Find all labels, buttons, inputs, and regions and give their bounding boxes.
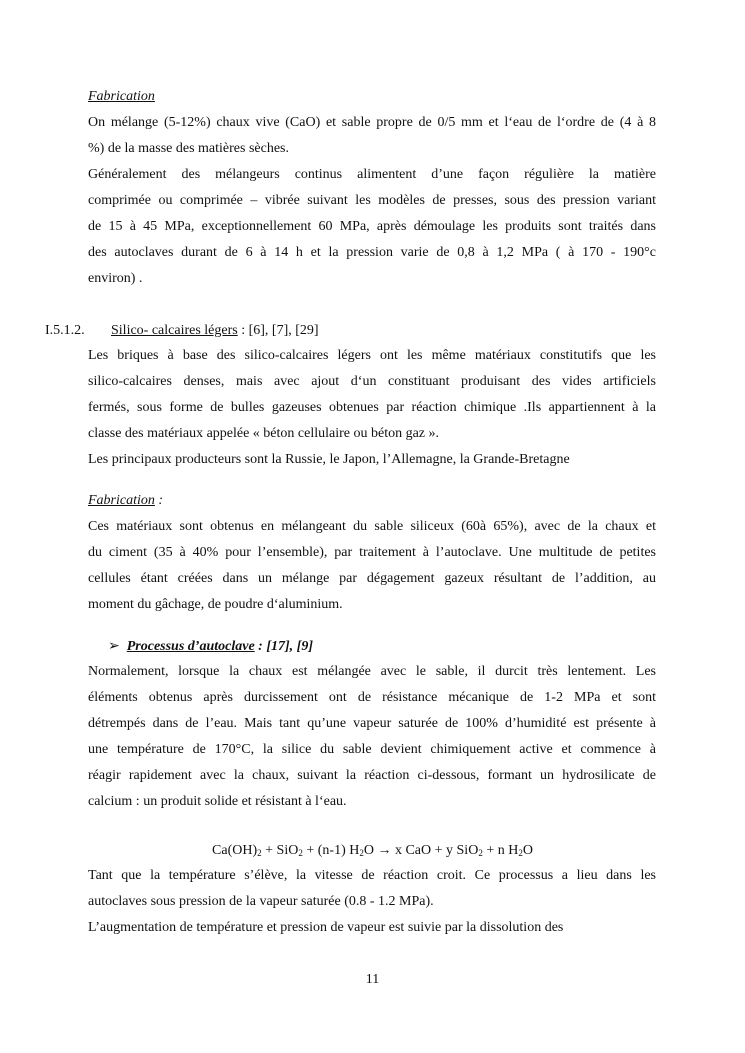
closing-line: L’augmentation de température et pression de vapeur est suivie par la dissolution des bbox=[88, 920, 564, 935]
fabrication-title: Fabrication bbox=[88, 89, 155, 104]
closing-block bbox=[88, 863, 656, 941]
autoclave-line: éléments obtenus après durcissement ont de résistance mécanique de 1-2 MPa et sont bbox=[88, 690, 656, 705]
section-line: silico-calcaires denses, mais avec ajout d‘un constituant produisant des vides artificiels bbox=[88, 374, 656, 389]
section-body bbox=[88, 343, 656, 473]
fabrication2-line: cellules étant créées dans un mélange par dégagement gazeux résultant de l’addition, au bbox=[88, 571, 656, 586]
chemical-formula: $Ca(OH)_2 + SiO_2 + (n-1) H_2O \to x$ CaO + y SiO$_2$ + n $H_2O$ bbox=[212, 843, 533, 858]
fabrication2-title: Fabrication bbox=[88, 493, 155, 508]
autoclave-line: réagir rapidement avec la chaux, suivant la réaction ci-dessous, formant un hydrosilicate de bbox=[88, 768, 656, 783]
fabrication-line: environ) . bbox=[88, 271, 143, 286]
autoclave-line: calcium : un produit solide et résistant à l‘eau. bbox=[88, 794, 347, 809]
autoclave-title: Processus d’autoclave bbox=[126, 639, 255, 654]
fabrication2-block bbox=[88, 488, 656, 618]
autoclave-heading bbox=[108, 634, 313, 660]
page-number: 11 bbox=[365, 972, 380, 987]
fabrication-line: %) de la masse des matières sèches. bbox=[88, 141, 289, 156]
fabrication2-line: Ces matériaux sont obtenus en mélangeant du sable siliceux (60à 65%), avec de la chaux et bbox=[88, 519, 656, 534]
closing-line: autoclaves sous pression de la vapeur saturée (0.8 - 1.2 MPa). bbox=[88, 894, 434, 909]
autoclave-body bbox=[88, 659, 656, 815]
section-line: Les briques à base des silico-calcaires légers ont les même matériaux constitutifs que les bbox=[88, 348, 656, 363]
autoclave-line: une température de 170°C, la silice du sable devient chimiquement active et commence à bbox=[88, 742, 656, 757]
fabrication-line: des autoclaves durant de 6 à 14 h et la pression varie de 0,8 à 1,2 MPa ( à 170 - 190°c bbox=[88, 245, 656, 260]
fabrication2-line: moment du gâchage, de poudre d‘aluminium. bbox=[88, 597, 343, 612]
autoclave-refs: : [17], [9] bbox=[254, 639, 313, 654]
fabrication-line: On mélange (5-12%) chaux vive (CaO) et sable propre de 0/5 mm et l‘eau de l‘ordre de (4 à 8 bbox=[88, 115, 656, 130]
section-title: Silico- calcaires légers bbox=[111, 323, 238, 338]
fabrication-block bbox=[88, 84, 656, 292]
fabrication-line: comprimée ou comprimée – vibrée suivant les modèles de presses, sous des pression variant bbox=[88, 193, 656, 208]
fabrication-line: de 15 à 45 MPa, exceptionnellement 60 MPa, après démoulage les produits sont traités dans bbox=[88, 219, 656, 234]
fabrication2-suffix: : bbox=[154, 493, 164, 508]
section-line: fermés, sous forme de bulles gazeuses obtenues par réaction chimique .Ils appartiennent à la bbox=[88, 400, 656, 415]
fabrication-line: Généralement des mélangeurs continus alimentent d’une façon régulière la matière bbox=[88, 167, 656, 182]
closing-line: Tant que la température s’élève, la vitesse de réaction croit. Ce processus a lieu dans les bbox=[88, 868, 656, 883]
autoclave-line: détrempés dans de l’eau. Mais tant qu’une vapeur saturée de 100% d’humidité est présente à bbox=[88, 716, 656, 731]
section-line: Les principaux producteurs sont la Russie, le Japon, l’Allemagne, la Grande-Bretagne bbox=[88, 452, 570, 467]
section-heading bbox=[45, 318, 319, 344]
section-refs: : [6], [7], [29] bbox=[237, 323, 319, 338]
section-line: classe des matériaux appelée « béton cellulaire ou béton gaz ». bbox=[88, 426, 440, 441]
arrow-bullet-icon: ➢ bbox=[108, 639, 120, 654]
section-number: I.5.1.2. bbox=[45, 323, 85, 338]
autoclave-line: Normalement, lorsque la chaux est mélangée avec le sable, il durcit très lentement. Les bbox=[88, 664, 656, 679]
fabrication2-line: du ciment (35 à 40% pour l’ensemble), par traitement à l’autoclave. Une multitude de petites bbox=[88, 545, 656, 560]
